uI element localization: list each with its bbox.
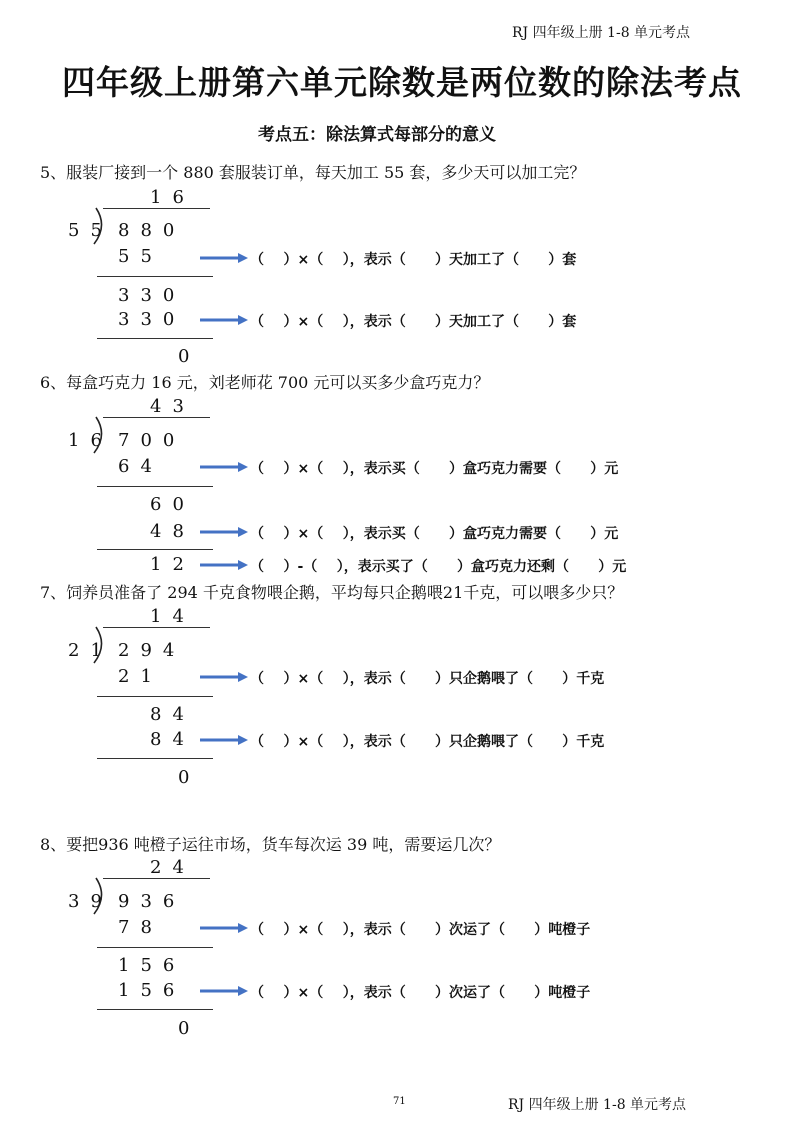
problem-5-quotient: 16 [150, 187, 195, 208]
problem-7-step-line-1 [97, 696, 213, 697]
problem-7-question: 7、饲养员准备了 294 千克食物喂企鹅，平均每只企鹅喂21千克，可以喂多少只？ [40, 583, 624, 602]
problem-5-step-3: 330 [118, 309, 186, 330]
problem-8-step-1: 78 [118, 917, 163, 938]
problem-8-division-bracket [92, 876, 108, 916]
arrow-icon [200, 734, 248, 746]
problem-7-quotient: 14 [150, 606, 195, 627]
problem-5-division-bracket [92, 206, 108, 246]
problem-5-remainder: 0 [178, 346, 201, 367]
problem-6-division-bracket [92, 415, 108, 455]
problem-8-division-bar [103, 878, 210, 879]
problem-8-remainder: 0 [178, 1018, 201, 1039]
problem-5-question: 5、服装厂接到一个 880 套服装订单，每天加工 55 套，多少天可以加工完？ [40, 163, 586, 182]
page-footer: RJ 四年级上册 1-8 单元考点 [508, 1097, 687, 1113]
problem-7-annotation-1: （ ）×（ ），表示（ ）只企鹅喂了（ ）千克 [250, 671, 605, 687]
problem-8-quotient: 24 [150, 857, 195, 878]
arrow-icon [200, 314, 248, 326]
problem-8-question: 8、要把936 吨橙子运往市场，货车每次运 39 吨，需要运几次？ [40, 835, 501, 854]
problem-7-annotation-2: （ ）×（ ），表示（ ）只企鹅喂了（ ）千克 [250, 734, 605, 750]
problem-5-step-2: 330 [118, 285, 186, 306]
page-header: RJ 四年级上册 1-8 单元考点 [512, 25, 691, 41]
arrow-icon [200, 985, 248, 997]
section-subtitle: 考点五：除法算式每部分的意义 [258, 125, 496, 145]
arrow-icon [200, 526, 248, 538]
problem-6-annotation-3: （ ）-（ ），表示买了（ ）盒巧克力还剩（ ）元 [250, 559, 627, 575]
problem-7-dividend: 294 [118, 640, 186, 661]
problem-7-step-line-2 [97, 758, 213, 759]
problem-8-divisor: 39 [68, 891, 113, 912]
problem-7-step-1: 21 [118, 666, 163, 687]
problem-8-step-2: 156 [118, 955, 186, 976]
page-title: 四年级上册第六单元除数是两位数的除法考点 [62, 63, 742, 102]
problem-6-annotation-2: （ ）×（ ），表示买（ ）盒巧克力需要（ ）元 [250, 526, 619, 542]
arrow-icon [200, 922, 248, 934]
problem-6-question: 6、每盒巧克力 16 元，刘老师花 700 元可以买多少盒巧克力？ [40, 373, 490, 392]
problem-7-divisor: 21 [68, 640, 113, 661]
problem-5-step-1: 55 [118, 246, 163, 267]
arrow-icon [200, 559, 248, 571]
arrow-icon [200, 671, 248, 683]
problem-5-step-line-2 [97, 338, 213, 339]
problem-7-division-bracket [92, 625, 108, 665]
problem-6-step-2: 60 [150, 494, 195, 515]
problem-5-step-line-1 [97, 276, 213, 277]
problem-6-division-bar [103, 417, 210, 418]
arrow-icon [200, 252, 248, 264]
problem-8-step-line-2 [97, 1009, 213, 1010]
problem-8-step-3: 156 [118, 980, 186, 1001]
problem-6-annotation-1: （ ）×（ ），表示买（ ）盒巧克力需要（ ）元 [250, 461, 619, 477]
problem-6-step-line-1 [97, 486, 213, 487]
problem-6-remainder: 12 [150, 554, 195, 575]
problem-8-step-line-1 [97, 947, 213, 948]
problem-8-annotation-2: （ ）×（ ），表示（ ）次运了（ ）吨橙子 [250, 985, 591, 1001]
problem-7-step-3: 84 [150, 729, 195, 750]
problem-5-annotation-1: （ ）×（ ），表示（ ）天加工了（ ）套 [250, 252, 577, 268]
problem-5-divisor: 55 [68, 220, 113, 241]
problem-8-dividend: 936 [118, 891, 186, 912]
problem-6-divisor: 16 [68, 430, 113, 451]
problem-5-dividend: 880 [118, 220, 186, 241]
problem-7-division-bar [103, 627, 210, 628]
page-number: 71 [393, 1096, 406, 1107]
arrow-icon [200, 461, 248, 473]
problem-5-annotation-2: （ ）×（ ），表示（ ）天加工了（ ）套 [250, 314, 577, 330]
problem-8-annotation-1: （ ）×（ ），表示（ ）次运了（ ）吨橙子 [250, 922, 591, 938]
problem-6-quotient: 43 [150, 396, 195, 417]
problem-6-step-line-2 [97, 549, 213, 550]
problem-7-remainder: 0 [178, 767, 201, 788]
problem-6-step-1: 64 [118, 456, 163, 477]
problem-6-dividend: 700 [118, 430, 186, 451]
problem-5-division-bar [103, 208, 210, 209]
problem-7-step-2: 84 [150, 704, 195, 725]
problem-6-step-3: 48 [150, 521, 195, 542]
